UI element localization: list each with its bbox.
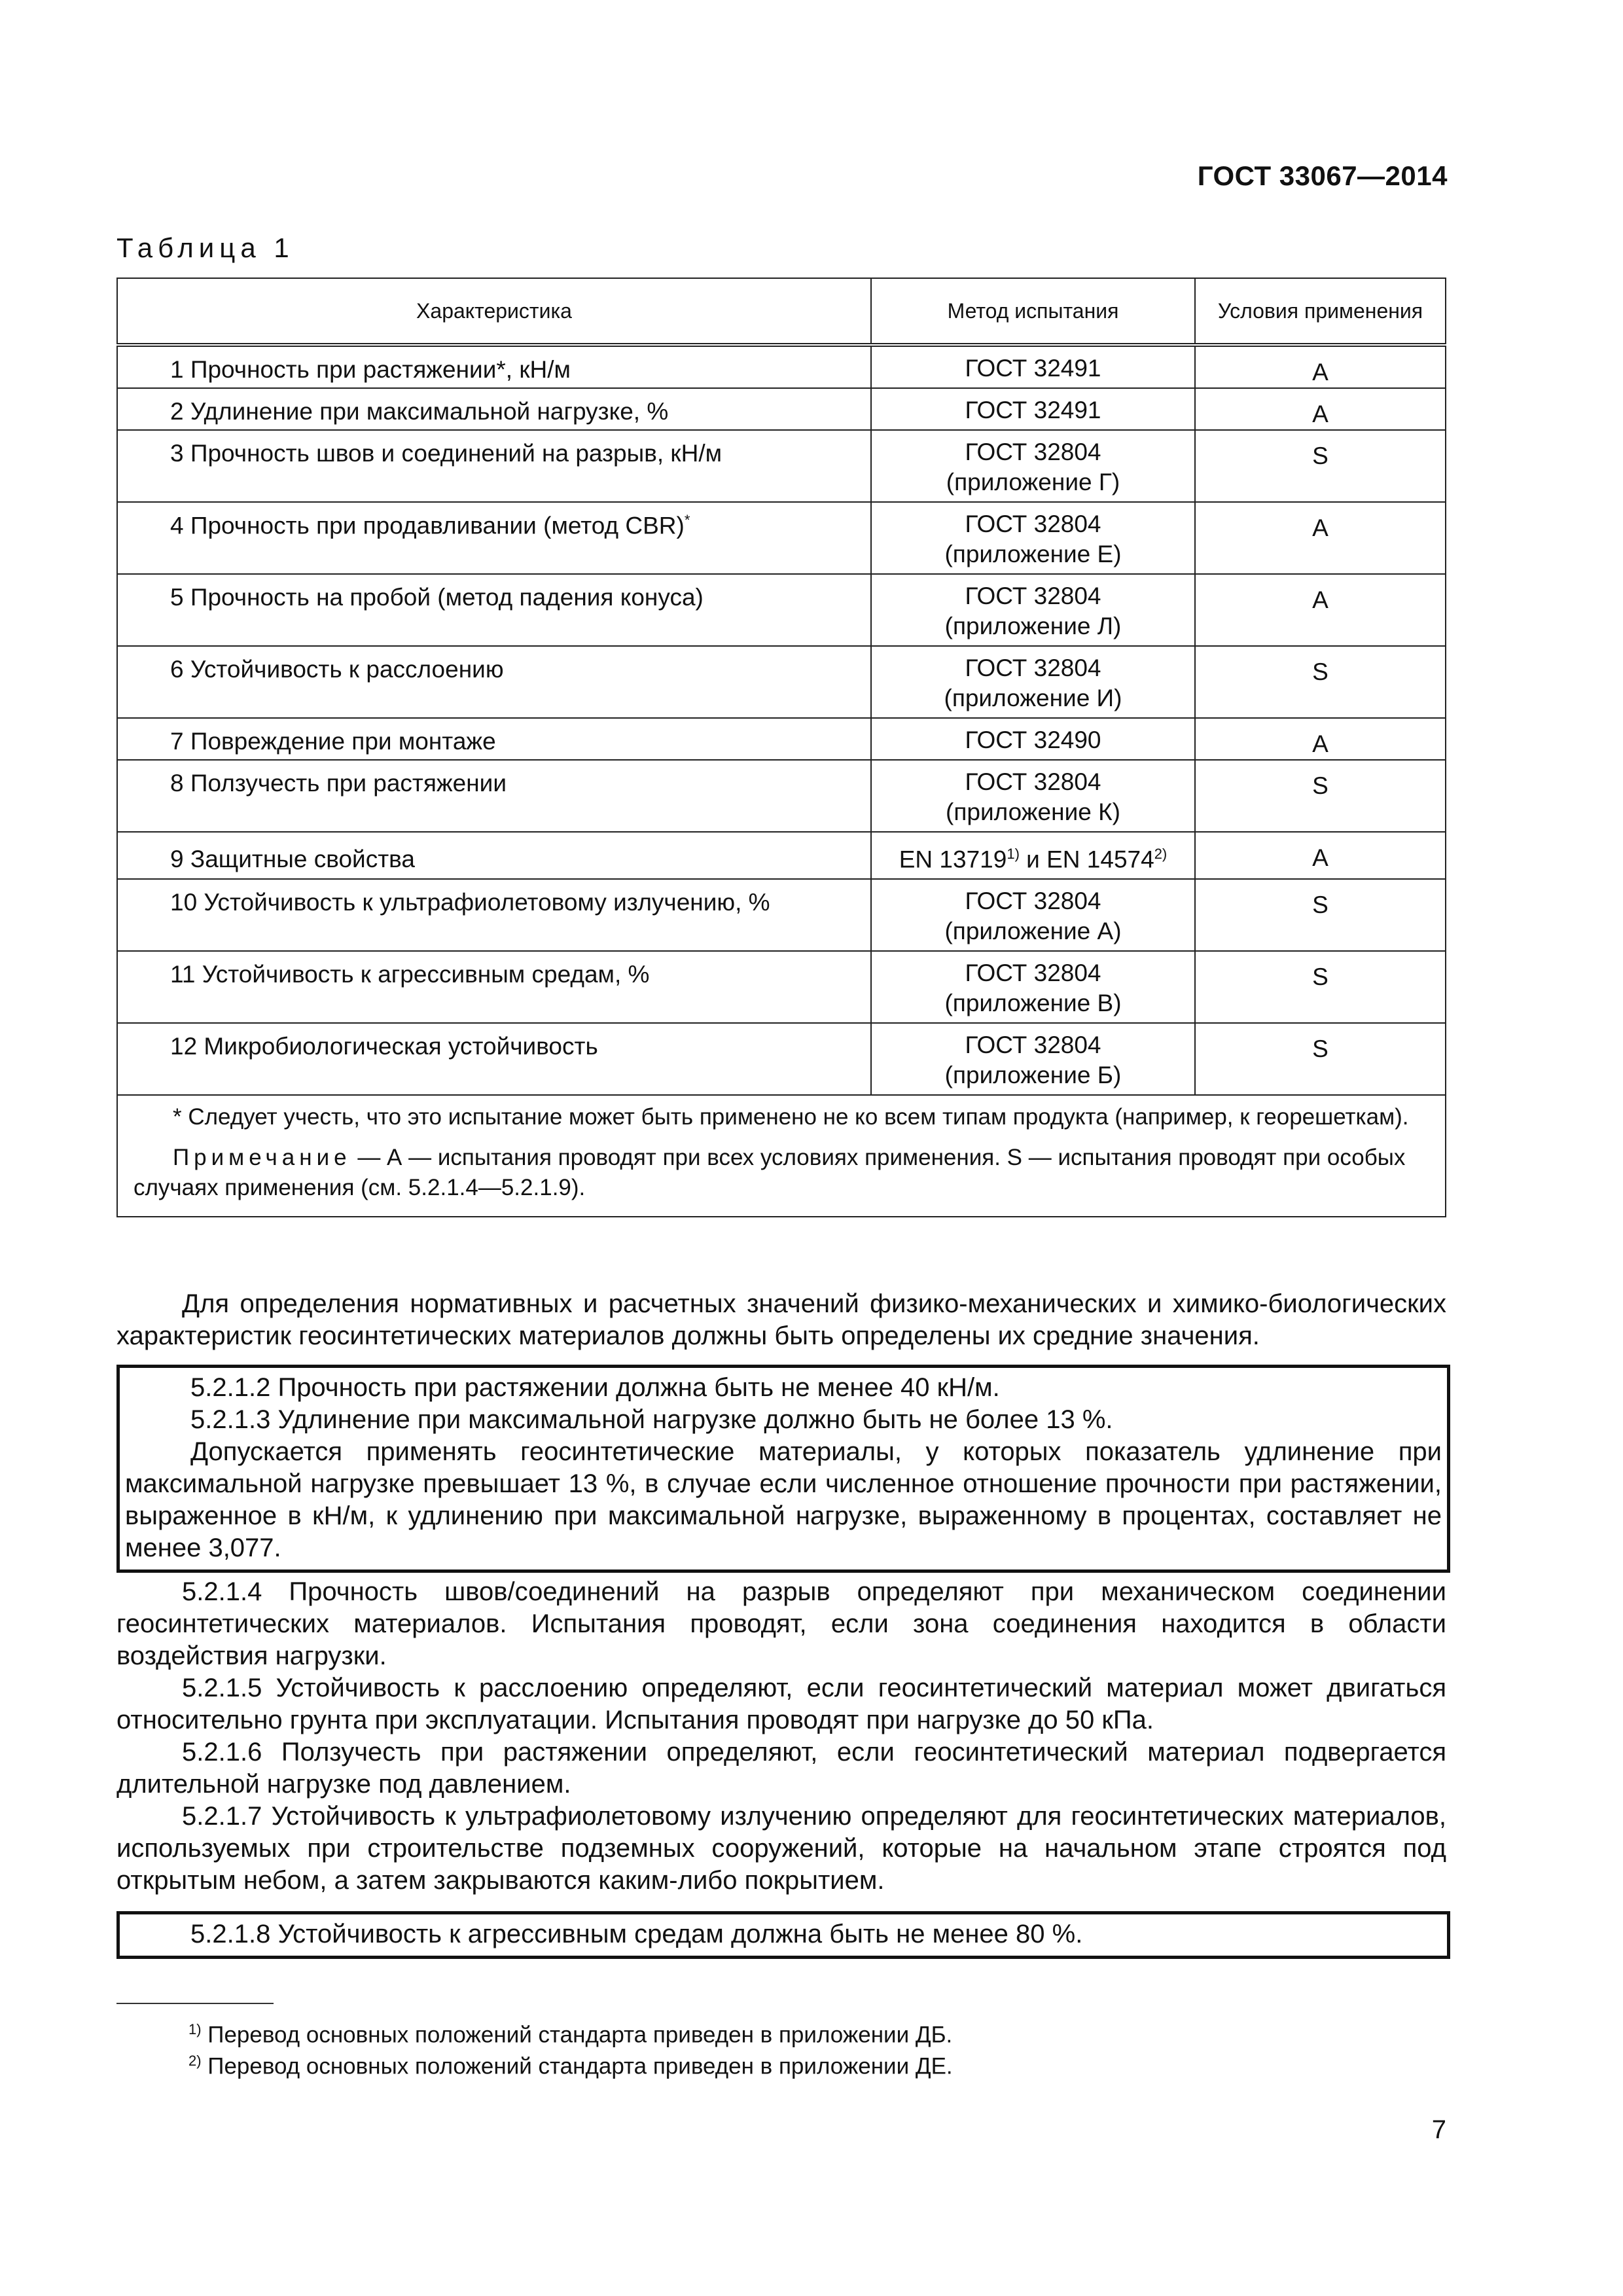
- cell-method: [871, 430, 1195, 502]
- cell-condition: A: [1195, 502, 1446, 574]
- footnote-2: [188, 2053, 953, 2080]
- method-annex: (приложение В): [944, 990, 1122, 1017]
- method-line: [874, 839, 1192, 874]
- table-caption: Таблица 1: [116, 232, 294, 263]
- method-line: ГОСТ 32804: [965, 768, 1101, 795]
- characteristic-text: 4 Прочность при продавливании (метод CBR): [170, 512, 685, 539]
- method-annex: (приложение И): [944, 685, 1122, 711]
- footnote-separator: [116, 2003, 274, 2004]
- table-row: [117, 574, 1446, 646]
- table-row: [117, 760, 1446, 832]
- clause-box-2: [116, 1911, 1450, 1959]
- cell-method: [871, 574, 1195, 646]
- cell-condition: S: [1195, 951, 1446, 1023]
- cell-condition: S: [1195, 760, 1446, 832]
- footnote-ref-2: 2): [1154, 846, 1168, 862]
- method-annex: (приложение Л): [944, 613, 1122, 639]
- footnote-1-text: Перевод основных положений стандарта приведен в приложении ДБ.: [201, 2022, 953, 2048]
- clause-5-2-1-3: 5.2.1.3 Удлинение при максимальной нагрузке должно быть не более 13 %.: [190, 1405, 1113, 1434]
- cell-characteristic: 10 Устойчивость к ультрафиолетовому излучению, %: [117, 879, 871, 951]
- cell-condition: S: [1195, 879, 1446, 951]
- note-text: — А — испытания проводят при всех условиях применения. S — испытания проводят при особых случаях применения (см. 5.2.1.4—5.2.1.9).: [134, 1145, 1406, 1201]
- method-line: ГОСТ 32491: [965, 397, 1101, 423]
- footnote-ref-1: 1): [1007, 846, 1020, 862]
- table-notes: [117, 1095, 1446, 1217]
- footnote-star-mark: *: [684, 512, 690, 528]
- method-line: ГОСТ 32804: [965, 511, 1101, 537]
- cell-condition: A: [1195, 832, 1446, 879]
- characteristics-table: [116, 278, 1446, 1217]
- table-header-row: [117, 278, 1446, 345]
- cell-condition: A: [1195, 345, 1446, 388]
- cell-condition: S: [1195, 1023, 1446, 1095]
- method-annex: (приложение А): [944, 918, 1122, 945]
- cell-method: [871, 502, 1195, 574]
- table-notes-row: [117, 1095, 1446, 1217]
- table-footnote-star: * Следует учесть, что это испытание может быть применено не ко всем типам продукта (например, к георешеткам).: [173, 1104, 1409, 1130]
- table-row: [117, 502, 1446, 574]
- clause-5-2-1-6: 5.2.1.6 Ползучесть при растяжении определяют, если геосинтетический материал подвергается длительной нагрузке под давлением.: [116, 1738, 1446, 1799]
- cell-characteristic: 9 Защитные свойства: [117, 832, 871, 879]
- cell-method: [871, 388, 1195, 430]
- method-line: ГОСТ 32490: [965, 726, 1101, 753]
- cell-characteristic: 6 Устойчивость к расслоению: [117, 646, 871, 718]
- intro-paragraph: [116, 1288, 1446, 1352]
- method-line: ГОСТ 32804: [965, 888, 1101, 915]
- note-label: Примечание: [173, 1145, 351, 1171]
- cell-characteristic: 11 Устойчивость к агрессивным средам, %: [117, 951, 871, 1023]
- clause-5-2-1-5: 5.2.1.5 Устойчивость к расслоению определяют, если геосинтетический материал может двигаться относительно грунта при эксплуатации. Испытания проводят при нагрузке до 50 кПа.: [116, 1674, 1446, 1734]
- cell-characteristic: [117, 502, 871, 574]
- method-line: ГОСТ 32804: [965, 1031, 1101, 1059]
- table-row: [117, 832, 1446, 879]
- cell-method: [871, 879, 1195, 951]
- footnote-1-mark: 1): [188, 2021, 202, 2037]
- cell-characteristic: 7 Повреждение при монтаже: [117, 718, 871, 760]
- cell-method: [871, 760, 1195, 832]
- cell-method: [871, 345, 1195, 388]
- table-row: [117, 1023, 1446, 1095]
- method-line: ГОСТ 32804: [965, 583, 1101, 609]
- column-header-conditions: Условия применения: [1195, 278, 1446, 345]
- method-line: ГОСТ 32804: [965, 655, 1101, 681]
- method-annex: (приложение Г): [946, 469, 1120, 495]
- cell-method: [871, 646, 1195, 718]
- table-row: [117, 388, 1446, 430]
- footnote-2-text: Перевод основных положений стандарта приведен в приложении ДЕ.: [201, 2053, 953, 2079]
- cell-condition: A: [1195, 574, 1446, 646]
- clause-5-2-1-2: 5.2.1.2 Прочность при растяжении должна быть не менее 40 кН/м.: [190, 1373, 1000, 1402]
- intro-text: Для определения нормативных и расчетных значений физико-механических и химико-биологических характеристик геосинтетических материалов должны быть определены их средние значения.: [116, 1289, 1446, 1350]
- cell-condition: S: [1195, 430, 1446, 502]
- cell-characteristic: 5 Прочность на пробой (метод падения конуса): [117, 574, 871, 646]
- cell-characteristic: 8 Ползучесть при растяжении: [117, 760, 871, 832]
- method-line: ГОСТ 32491: [965, 355, 1101, 382]
- method-line: ГОСТ 32804: [965, 960, 1101, 987]
- table-row: [117, 718, 1446, 760]
- clause-5-2-1-7: 5.2.1.7 Устойчивость к ультрафиолетовому излучению определяют для геосинтетических материалов, используемых при строительстве подземных сооружений, которые на начальном этапе строятся под открытым небом, а затем закрываются каким-либо покрытием.: [116, 1802, 1446, 1895]
- method-en-2: и EN 14574: [1019, 846, 1154, 873]
- standard-designation: ГОСТ 33067—2014: [1197, 160, 1448, 191]
- clause-5-2-1-8: 5.2.1.8 Устойчивость к агрессивным средам должна быть не менее 80 %.: [190, 1920, 1083, 1948]
- cell-characteristic: 3 Прочность швов и соединений на разрыв, кН/м: [117, 430, 871, 502]
- clause-5-2-1-3-allowance: Допускается применять геосинтетические материалы, у которых показатель удлинение при максимальной нагрузке превышает 13 %, в случае если численное отношение прочности при растяжении, выраженное в кН/м, к удлинению при максимальной нагрузке, выраженному в процентах, составляет не менее 3,077.: [125, 1437, 1442, 1562]
- method-line: ГОСТ 32804: [965, 439, 1101, 465]
- clause-box-1: [116, 1365, 1450, 1573]
- cell-characteristic: 12 Микробиологическая устойчивость: [117, 1023, 871, 1095]
- cell-condition: A: [1195, 718, 1446, 760]
- footnote-1: [188, 2021, 952, 2049]
- cell-condition: S: [1195, 646, 1446, 718]
- cell-characteristic: 2 Удлинение при максимальной нагрузке, %: [117, 388, 871, 430]
- method-en-1: EN 13719: [899, 846, 1007, 873]
- table-row: [117, 951, 1446, 1023]
- clauses-block: [116, 1576, 1446, 1897]
- method-annex: (приложение К): [946, 798, 1120, 825]
- footnote-2-mark: 2): [188, 2053, 202, 2069]
- cell-characteristic: 1 Прочность при растяжении*, кН/м: [117, 345, 871, 388]
- page-number: 7: [1431, 2115, 1446, 2144]
- method-annex: (приложение Е): [944, 541, 1122, 567]
- table-row: [117, 879, 1446, 951]
- cell-method: [871, 718, 1195, 760]
- column-header-characteristic: Характеристика: [117, 278, 871, 345]
- table-note: [134, 1143, 1429, 1203]
- cell-method: [871, 1023, 1195, 1095]
- table-row: [117, 430, 1446, 502]
- cell-condition: A: [1195, 388, 1446, 430]
- table-row: [117, 646, 1446, 718]
- table-row: [117, 345, 1446, 388]
- method-annex: (приложение Б): [944, 1062, 1122, 1089]
- cell-method: [871, 951, 1195, 1023]
- cell-method: [871, 832, 1195, 879]
- clause-5-2-1-4: 5.2.1.4 Прочность швов/соединений на разрыв определяют при механическом соединении геосинтетических материалов. Испытания проводят, если зона соединения находится в области воздействия нагрузки.: [116, 1577, 1446, 1670]
- column-header-method: Метод испытания: [871, 278, 1195, 345]
